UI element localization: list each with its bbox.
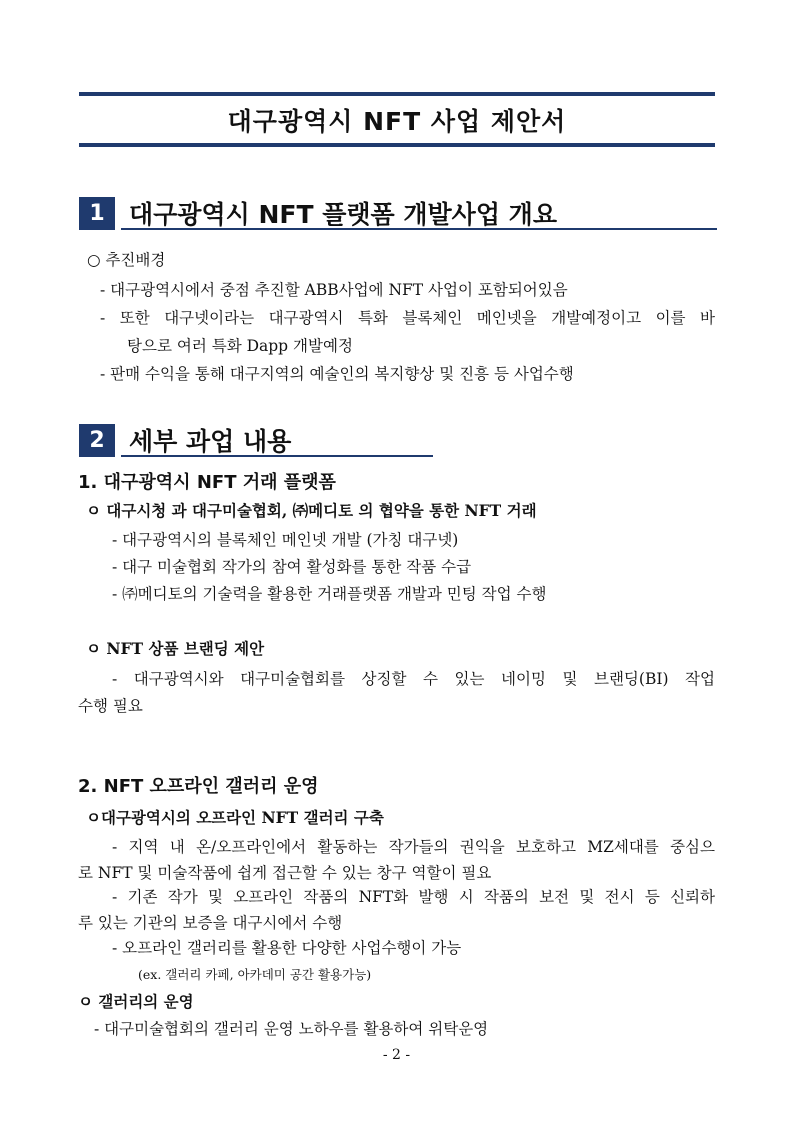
section-2-title: 세부 과업 내용 [121, 424, 433, 457]
section-1-title: 대구광역시 NFT 플랫폼 개발사업 개요 [121, 197, 717, 230]
subsection-2-para-1-cont: 로 NFT 및 미술작품에 쉽게 접근할 수 있는 창구 역할이 필요 [78, 864, 492, 882]
section-1-item-2: - 또한 대구넷이라는 대구광역시 특화 블록체인 메인넷을 개발예정이고 이를 바 [100, 309, 715, 327]
subsection-1-heading: 1. 대구광역시 NFT 거래 플랫폼 [78, 472, 336, 493]
subsection-2-para-2: - 기존 작가 및 오프라인 작품의 NFT화 발행 시 작품의 보전 및 전시 등 신뢰하 [112, 888, 715, 906]
subsection-1-item-1: - 대구광역시의 블록체인 메인넷 개발 (가칭 대구넷) [112, 531, 459, 549]
section-1-number: 1 [79, 197, 115, 230]
section-1-header [79, 197, 717, 230]
subsection-1-item-4-cont: 수행 필요 [78, 697, 143, 715]
page-number: - 2 - [382, 1047, 411, 1063]
subsection-1-bullet-2: ㅇ NFT 상품 브랜딩 제안 [86, 639, 265, 658]
subsection-2-heading: 2. NFT 오프라인 갤러리 운영 [78, 776, 319, 797]
subsection-1-item-3: - ㈜메디토의 기술력을 활용한 거래플랫폼 개발과 민팅 작업 수행 [112, 585, 547, 603]
subsection-2-para-2-cont: 루 있는 기관의 보증을 대구시에서 수행 [78, 914, 343, 932]
section-1-item-3: - 판매 수익을 통해 대구지역의 예술인의 복지향상 및 진흥 등 사업수행 [100, 365, 574, 383]
document-title-box [79, 92, 715, 147]
section-1-item-1: - 대구광역시에서 중점 추진할 ABB사업에 NFT 사업이 포함되어있음 [100, 281, 568, 299]
subsection-2-para-3: - 오프라인 갤러리를 활용한 다양한 사업수행이 가능 [112, 939, 462, 957]
subsection-2-bullet-2: ㅇ 갤러리의 운영 [78, 992, 194, 1011]
subsection-2-bullet-1: ㅇ대구광역시의 오프라인 NFT 갤러리 구축 [86, 808, 384, 827]
subsection-1-item-2: - 대구 미술협회 작가의 참여 활성화를 통한 작품 수급 [112, 558, 472, 576]
subsection-2-para-1: - 지역 내 온/오프라인에서 활동하는 작가들의 권익을 보호하고 MZ세대를 중심으 [112, 838, 715, 856]
subsection-1-item-4: - 대구광역시와 대구미술협회를 상징할 수 있는 네이밍 및 브랜딩(BI) 작업 [112, 670, 715, 688]
section-2-number: 2 [79, 424, 115, 457]
subsection-1-bullet-1: ㅇ 대구시청 과 대구미술협회, ㈜메디토 의 협약을 통한 NFT 거래 [86, 501, 537, 520]
section-1-bullet: ○ 추진배경 [87, 251, 166, 269]
section-2-header [79, 424, 433, 457]
subsection-2-note: (ex. 갤러리 카페, 아카데미 공간 활용가능) [138, 967, 372, 982]
document-title: 대구광역시 NFT 사업 제안서 [227, 106, 567, 136]
section-1-item-2-cont: 탕으로 여러 특화 Dapp 개발예정 [127, 337, 353, 355]
subsection-2-para-4: - 대구미술협회의 갤러리 운영 노하우를 활용하여 위탁운영 [94, 1020, 489, 1038]
